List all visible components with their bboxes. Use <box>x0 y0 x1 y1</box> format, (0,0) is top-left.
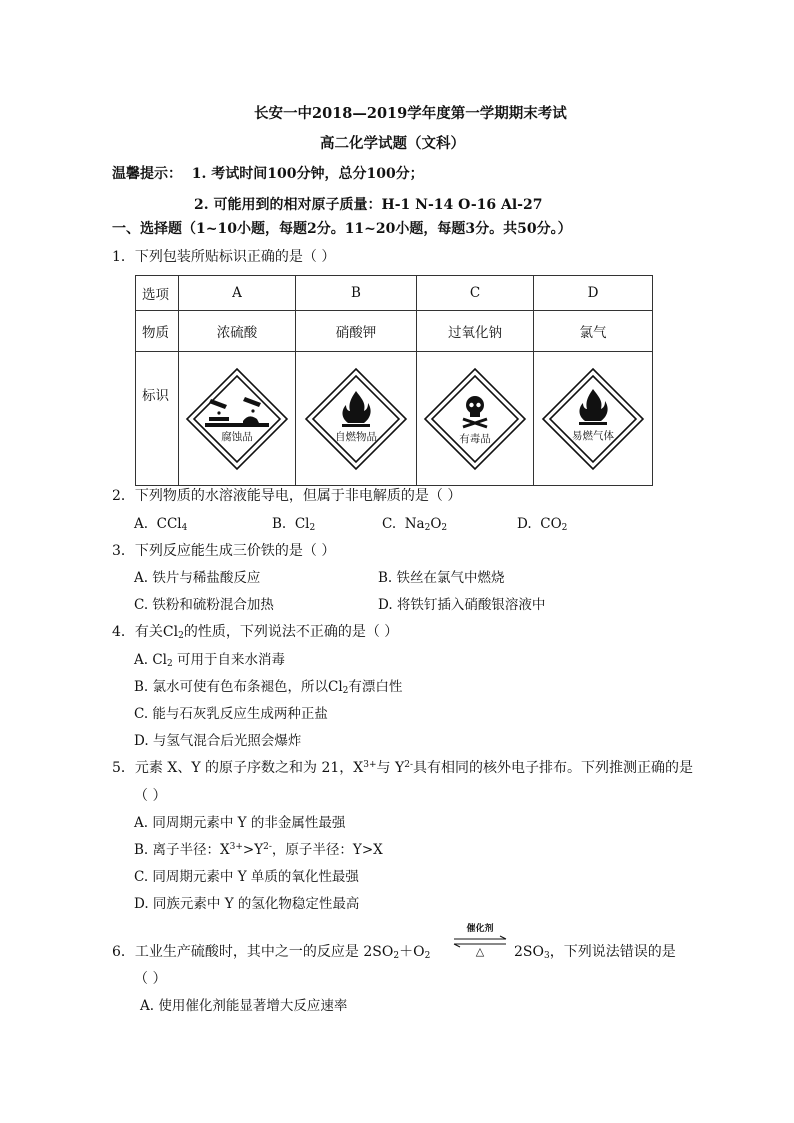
table-cell: D <box>534 276 653 311</box>
table-row <box>136 311 653 352</box>
text: ＋O <box>399 944 425 960</box>
table-row <box>136 352 653 486</box>
text: 可用于自来水消毒 <box>172 652 286 668</box>
subscript: 2 <box>178 631 184 641</box>
option-formula: O <box>430 516 442 532</box>
q5-option-a: A. 同周期元素中 Y 的非金属性最强 <box>134 815 346 831</box>
q3-option-c: C. 铁粉和硫粉混合加热 <box>134 597 274 613</box>
text: 2SO <box>514 944 544 960</box>
option-formula: CCl <box>156 516 182 532</box>
q4-option-b <box>134 677 402 697</box>
formula: Cl <box>152 652 167 668</box>
table-cell <box>179 352 296 486</box>
hazard-label-flammable: 易燃气体 <box>572 429 614 442</box>
q5-option-d: D. 同族元素中 Y 的氢化物稳定性最高 <box>134 896 360 912</box>
table-cell <box>534 352 653 486</box>
heat-symbol: △ <box>475 945 485 958</box>
option-subscript: 2 <box>424 523 431 533</box>
table-cell: C <box>417 276 534 311</box>
formula: Cl <box>162 624 179 640</box>
option-subscript: 4 <box>181 523 188 533</box>
flame-icon <box>302 365 410 473</box>
q3-option-a: A. 铁片与稀盐酸反应 <box>134 570 261 586</box>
table-cell: 氯气 <box>534 311 653 352</box>
q4-option-a <box>134 650 285 670</box>
q5-option-b <box>134 840 383 860</box>
subscript: 3 <box>543 951 550 961</box>
text: 有漂白性 <box>348 679 403 695</box>
table-cell: 标识 <box>136 352 179 486</box>
hazard-label-corrosive: 腐蚀品 <box>221 430 253 443</box>
section-heading: 一、选择题（1~10小题，每题2分。11~20小题，每题3分。共50分。） <box>112 221 572 237</box>
subscript: 2 <box>424 951 431 961</box>
q2-option-d <box>517 514 567 534</box>
reversible-arrow <box>452 924 508 960</box>
text: >Y <box>242 842 264 858</box>
text: 的性质，下列说法不正确的是（ ） <box>183 624 399 640</box>
table-cell: B <box>296 276 417 311</box>
flame-icon <box>539 365 647 473</box>
option-subscript: 2 <box>441 523 448 533</box>
option-letter: B. <box>272 516 287 532</box>
corrosive-icon <box>183 365 291 473</box>
q4-stem <box>112 622 398 642</box>
text: ，下列说法错误的是 <box>549 944 676 960</box>
q1-table <box>135 275 653 486</box>
q2-option-c <box>382 514 447 534</box>
superscript: 2- <box>263 842 272 852</box>
q3-stem: 3．下列反应能生成三价铁的是（ ） <box>112 543 336 559</box>
table-cell: 选项 <box>136 276 179 311</box>
text: 5．元素 X、Y 的原子序数之和为 21，X <box>112 760 364 776</box>
hazard-label-combustible: 自燃物品 <box>335 430 377 443</box>
text: B. 氯水可使有色布条褪色，所以 <box>134 679 329 695</box>
q3-option-b: B. 铁丝在氯气中燃烧 <box>378 570 505 586</box>
q6-stem-line2: （ ） <box>134 971 167 987</box>
tips-line-1 <box>112 164 424 184</box>
tips-label: 温馨提示： <box>112 166 182 182</box>
q1-stem: 1．下列包装所贴标识正确的是（ ） <box>112 249 336 265</box>
option-formula: Cl <box>294 516 310 532</box>
q6-option-a: A. 使用催化剂能显著增大反应速率 <box>140 998 348 1014</box>
table-cell <box>417 352 534 486</box>
exam-title: 长安一中2018—2019学年度第一学期期末考试 <box>254 105 567 122</box>
table-cell: 浓硫酸 <box>179 311 296 352</box>
superscript: 3+ <box>229 842 243 852</box>
table-cell <box>296 352 417 486</box>
option-letter: C. <box>382 516 397 532</box>
text: ，原子半径：Y>X <box>271 842 383 858</box>
table-row <box>136 276 653 311</box>
q5-stem-line2: （ ） <box>134 788 167 804</box>
table-cell: 过氧化钠 <box>417 311 534 352</box>
q4-option-d: D. 与氢气混合后光照会爆炸 <box>134 733 302 749</box>
text: 具有相同的核外电子排布。下列推测正确的是 <box>413 760 694 776</box>
text: 6．工业生产硫酸时，其中之一的反应是 2SO <box>112 944 394 960</box>
catalyst-label: 催化剂 <box>466 924 494 934</box>
option-formula: CO <box>540 516 562 532</box>
text: A. <box>134 652 153 668</box>
skull-icon <box>421 365 529 473</box>
hazard-label-toxic: 有毒品 <box>459 432 491 445</box>
option-letter: D. <box>517 516 532 532</box>
tip-2: 2. 可能用到的相对原子质量：H-1 N-14 O-16 Al-27 <box>194 197 543 213</box>
q3-option-d: D. 将铁钉插入硝酸银溶液中 <box>378 597 546 613</box>
table-cell: 硝酸钾 <box>296 311 417 352</box>
table-cell: 物质 <box>136 311 179 352</box>
q5-option-c: C. 同周期元素中 Y 单质的氧化性最强 <box>134 869 359 885</box>
q2-option-a <box>134 514 187 534</box>
formula: Cl <box>328 679 343 695</box>
subscript: 2 <box>167 659 173 669</box>
table-cell: A <box>179 276 296 311</box>
option-formula: Na <box>404 516 425 532</box>
subscript: 2 <box>342 686 349 696</box>
option-subscript: 2 <box>309 523 316 533</box>
q5-stem <box>112 758 693 778</box>
q6-stem-cont <box>514 942 676 962</box>
option-letter: A. <box>134 516 149 532</box>
text: B. 离子半径：X <box>134 842 230 858</box>
option-subscript: 2 <box>561 523 568 533</box>
exam-subtitle: 高二化学试题（文科） <box>320 135 465 152</box>
q4-option-c: C. 能与石灰乳反应生成两种正盐 <box>134 706 328 722</box>
text: 与 Y <box>376 760 405 776</box>
q2-option-b <box>272 514 315 534</box>
tip-1: 1. 考试时间100分钟，总分100分； <box>191 166 424 182</box>
superscript: 3+ <box>363 760 377 770</box>
superscript: 2- <box>404 760 414 770</box>
text: 4．有关 <box>112 624 163 640</box>
q6-stem <box>112 942 430 962</box>
q2-stem: 2．下列物质的水溶液能导电，但属于非电解质的是（ ） <box>112 488 462 504</box>
subscript: 2 <box>393 951 400 961</box>
